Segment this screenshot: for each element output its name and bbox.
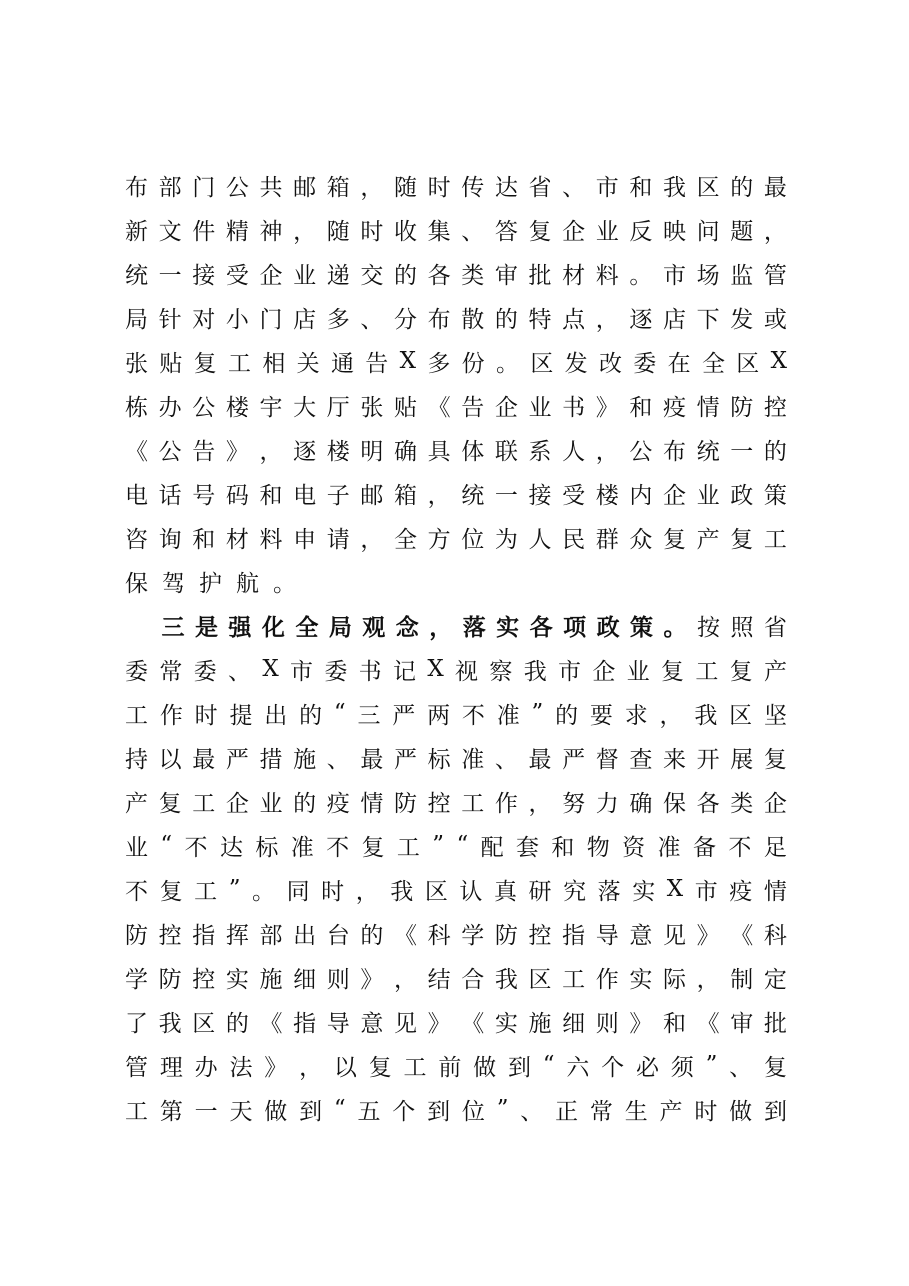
text-line: 《 公 告 》 ， 逐 楼 明 确 具 体 联 系 人 ， 公 布 统 一 的 <box>125 438 787 465</box>
text-line: 保驾护航。 <box>125 570 310 597</box>
text-line: 电 话 号 码 和 电 子 邮 箱 ， 统 一 接 受 楼 内 企 业 政 策 <box>125 482 787 509</box>
text-line: 工 第 一 天 做 到 “ 五 个 到 位 ” 、 正 常 生 产 时 做 到 <box>125 1096 787 1125</box>
text-line: 不 复 工 ” 。 同 时 ， 我 区 认 真 研 究 落 实 X 市 疫 情 <box>125 876 787 905</box>
text-line: 咨 询 和 材 料 申 请 ， 全 方 位 为 人 民 群 众 复 产 复 工 <box>125 526 787 553</box>
text-line: 学 防 控 实 施 细 则 》 ， 结 合 我 区 工 作 实 际 ， 制 定 <box>125 966 787 993</box>
text-line: 栋 办 公 楼 宇 大 厅 张 贴 《 告 企 业 书 》 和 疫 情 防 控 <box>125 394 787 421</box>
text-line: 持 以 最 严 措 施 、 最 严 标 准 、 最 严 督 查 来 开 展 复 <box>125 746 787 773</box>
text-line: 局 针 对 小 门 店 多 、 分 布 散 的 特 点 ， 逐 店 下 发 或 <box>125 306 787 333</box>
text-line: 新 文 件 精 神 ， 随 时 收 集 、 答 复 企 业 反 映 问 题 ， <box>125 218 787 245</box>
paragraph-first-line: 三 是 强 化 全 局 观 念 ， 落 实 各 项 政 策 。 按 照 省 <box>161 613 787 641</box>
paragraph-2 <box>125 603 787 1131</box>
paragraph-1 <box>125 163 787 603</box>
text-line: 了 我 区 的 《 指 导 意 见 》 《 实 施 细 则 》 和 《 审 批 <box>125 1010 787 1037</box>
body-text <box>125 163 787 1131</box>
text-line: 防 控 指 挥 部 出 台 的 《 科 学 防 控 指 导 意 见 》 《 科 <box>125 922 787 949</box>
text-line: 工 作 时 提 出 的 “ 三 严 两 不 准 ” 的 要 求 ， 我 区 坚 <box>125 700 787 729</box>
text-line: 业 “ 不 达 标 准 不 复 工 ” “ 配 套 和 物 资 准 备 不 足 <box>125 832 787 861</box>
text-line: 布 部 门 公 共 邮 箱 ， 随 时 传 达 省 、 市 和 我 区 的 最 <box>125 174 787 201</box>
text-line: 委 常 委 、 X 市 委 书 记 X 视 察 我 市 企 业 复 工 复 产 <box>125 656 787 685</box>
text-line: 张 贴 复 工 相 关 通 告 X 多 份 。 区 发 改 委 在 全 区 X <box>125 348 787 377</box>
text-line: 产 复 工 企 业 的 疫 情 防 控 工 作 ， 努 力 确 保 各 类 企 <box>125 790 787 817</box>
text-line: 统 一 接 受 企 业 递 交 的 各 类 审 批 材 料 。 市 场 监 管 <box>125 262 787 289</box>
text-line: 管 理 办 法 》 ， 以 复 工 前 做 到 “ 六 个 必 须 ” 、 复 <box>125 1052 787 1081</box>
